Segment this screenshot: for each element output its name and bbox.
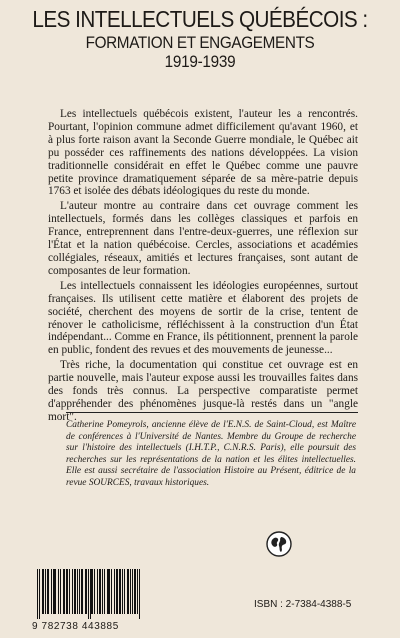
barcode-bar: [116, 569, 117, 614]
author-bio: Catherine Pomeyrols, ancienne élève de l'E.N.S. de Saint-Cloud, est Maître de conférences à l'Université de Nantes. Membre du Groupe de recherche sur l'histoire des intellectuels (I.H.T.P., C.N.R.S. Paris), elle poursuit des recherches sur les représentations de la nation et les élites intellectuelles. Elle est aussi secrétaire de l'association Histoire au Présent, éditrice de la revue SOURCES, travaux historiques.: [66, 420, 356, 488]
back-cover-text: [48, 108, 358, 426]
barcode-bar: [60, 569, 61, 614]
barcode-bar: [130, 569, 131, 614]
barcode-bar: [111, 569, 112, 614]
barcode-bar: [69, 569, 70, 614]
barcode-bar: [77, 569, 78, 614]
barcode-bar: [114, 569, 115, 614]
barcode-bar: [74, 569, 75, 614]
barcode-bar: [82, 569, 83, 614]
book-title: LES INTELLECTUELS QUÉBÉCOIS :: [32, 6, 368, 32]
paragraph-1: Les intellectuels québécois existent, l'auteur les a rencontrés. Pourtant, l'opinion commune admet difficilement qu'avant 1960, et à plus forte raison avant la Seconde Guerre mondiale, le Québec ait pu posséder ces raffinements des nations développées. La vision traditionnelle considérait en effet le Québec comme une pauvre petite province dramatiquement séparée de sa mère-patrie depuis 1763 et isolée des débats idéologiques du reste du monde.: [48, 108, 358, 198]
barcode-bar: [90, 569, 91, 619]
title-block: [0, 6, 400, 71]
globe-logo-icon: [266, 531, 292, 557]
barcode-bar: [134, 569, 135, 614]
barcode-bar: [63, 569, 64, 614]
barcode-bar: [127, 569, 128, 614]
barcode-bar: [86, 569, 87, 614]
barcode-bar: [109, 569, 110, 614]
barcode-bar: [79, 569, 80, 614]
barcode-bar: [97, 569, 98, 614]
barcode-bar: [99, 569, 100, 614]
barcode-bar: [100, 569, 101, 614]
barcode-number: 9 782738 443885: [32, 621, 119, 632]
paragraph-4: Très riche, la documentation qui constitue cet ouvrage est en partie nouvelle, mais l'auteur expose aussi les trouvailles faites dans des fonds très connus. La perspective comparatiste permet d'appréhender des phénomènes jusque-là restés dans un "angle mort".: [48, 359, 358, 423]
barcode-bar: [48, 569, 49, 614]
barcode-bar: [75, 569, 76, 614]
paragraph-3: Les intellectuels connaissent les idéologies européennes, surtout françaises. Ils utilisent cette matière et élaborent des projets de société, cherchent des moyens de sortir de la crise, tentent de rénover le catholicisme, réfléchissent à la construction d'un État indépendant... Comme en France, ils pétitionnent, prennent la parole en public, fondent des revues et des mouvements de jeunesse...: [48, 279, 358, 357]
barcode-bar: [66, 569, 67, 614]
barcode-bar: [67, 569, 68, 614]
barcode-bar: [53, 569, 54, 614]
barcode-bar: [88, 569, 89, 619]
barcode-bar: [45, 569, 46, 614]
barcode-bar: [94, 569, 95, 614]
barcode-bar: [39, 569, 40, 619]
book-subtitle: FORMATION ET ENGAGEMENTS: [85, 33, 315, 52]
barcode-bar: [119, 569, 120, 614]
paragraph-2: L'auteur montre au contraire dans cet ouvrage comment les intellectuels, formés dans les collèges classiques et parfois en France, entreprennent dans l'entre-deux-guerres, une réflexion sur l'État et la nation québécoise. Cercles, associations et académies collégiales, réseaux, amitiés et lectures françaises, sont autant de composantes de leur formation.: [48, 200, 358, 277]
barcode-bar: [43, 569, 44, 614]
barcode-bar: [108, 569, 109, 614]
barcode-bar: [72, 569, 73, 614]
barcode-bar: [132, 569, 133, 614]
barcode-bar: [51, 569, 52, 614]
barcode-bar: [104, 569, 105, 614]
barcode-bar: [120, 569, 121, 614]
barcode-bar: [139, 569, 140, 619]
barcode-bar: [135, 569, 136, 614]
barcode-bar: [137, 569, 138, 614]
barcode-bar: [122, 569, 123, 614]
barcode-bar: [55, 569, 56, 614]
divider-rule: [66, 412, 358, 413]
barcode-bar: [91, 569, 92, 614]
barcode-bar: [92, 569, 93, 614]
barcode-icon: [37, 569, 141, 619]
barcode-bar: [107, 569, 108, 614]
barcode-bar: [128, 569, 129, 614]
barcode-bar: [85, 569, 86, 614]
barcode-bar: [117, 569, 118, 614]
barcode-bar: [37, 569, 38, 619]
barcode-bar: [47, 569, 48, 614]
barcode-bar: [54, 569, 55, 614]
barcode-bar: [124, 569, 125, 614]
isbn-label: ISBN : 2-7384-4388-5: [254, 599, 352, 610]
barcode-bar: [102, 569, 103, 614]
book-years: 1919-1939: [164, 52, 236, 71]
barcode-bar: [58, 569, 59, 614]
barcode-bar: [64, 569, 65, 614]
barcode-bar: [42, 569, 43, 614]
barcode-bar: [81, 569, 82, 614]
